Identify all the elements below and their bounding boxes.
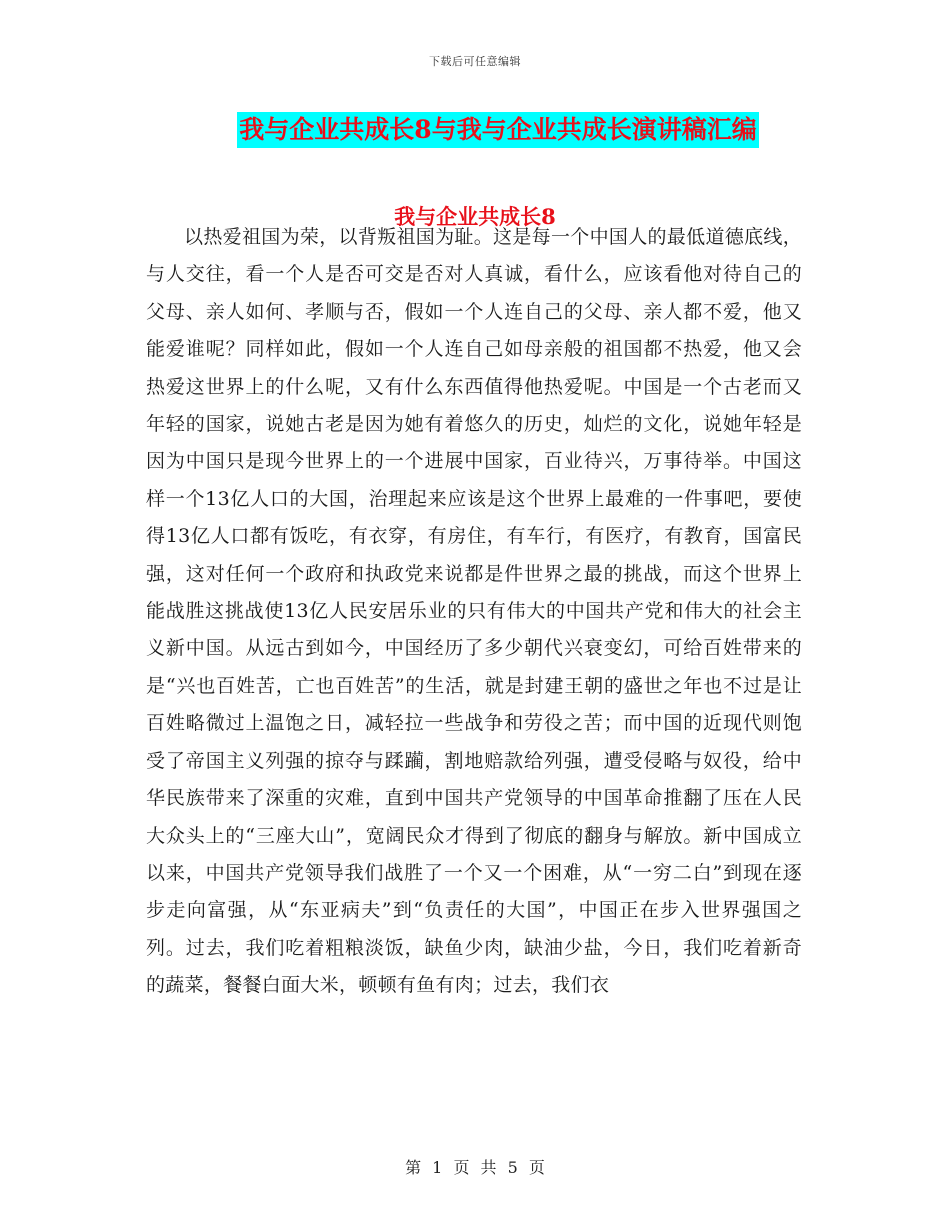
page-number-footer: 第 1 页 共 5 页: [405, 1158, 545, 1177]
document-title-container: [0, 112, 950, 148]
body-paragraph: 以热爱祖国为荣，以背叛祖国为耻。这是每一个中国人的最低道德底线，与人交往，看一个人是否可交是否对人真诚，看什么，应该看他对待自己的父母、亲人如何、孝顺与否，假如一个人连自己的父母、亲人都不爱，他又能爱谁呢？同样如此，假如一个人连自己如母亲般的祖国都不热爱，他又会热爱这世界上的什么呢，又有什么东西值得他热爱呢。中国是一个古老而又年轻的国家，说她古老是因为她有着悠久的历史，灿烂的文化，说她年轻是因为中国只是现今世界上的一个进展中国家，百业待兴，万事待举。中国这样一个13亿人口的大国，治理起来应该是这个世界上最难的一件事吧，要使得13亿人口都有饭吃，有衣穿，有房住，有车行，有医疗，有教育，国富民强，这对任何一个政府和执政党来说都是件世界之最的挑战，而这个世界上能战胜这挑战使13亿人民安居乐业的只有伟大的中国共产党和伟大的社会主义新中国。从远古到如今，中国经历了多少朝代兴衰变幻，可给百姓带来的是“兴也百姓苦，亡也百姓苦”的生活，就是封建王朝的盛世之年也不过是让百姓略微过上温饱之日，减轻拉一些战争和劳役之苦；而中国的近现代则饱受了帝国主义列强的掠夺与蹂躏，割地赔款给列强，遭受侵略与奴役，给中华民族带来了深重的灾难，直到中国共产党领导的中国革命推翻了压在人民大众头上的“三座大山”，宽阔民众才得到了彻底的翻身与解放。新中国成立以来，中国共产党领导我们战胜了一个又一个困难，从“一穷二白”到现在逐步走向富强，从“东亚病夫”到“负责任的大国”，中国正在步入世界强国之列。过去，我们吃着粗粮淡饭，缺鱼少肉，缺油少盐，今日，我们吃着新奇的蔬菜，餐餐白面大米，顿顿有鱼有肉；过去，我们衣: [146, 226, 802, 997]
page-header-note: 下载后可任意编辑: [429, 55, 521, 68]
section-title: 我与企业共成长8: [394, 204, 556, 229]
document-title: 我与企业共成长8与我与企业共成长演讲稿汇编: [237, 112, 758, 148]
